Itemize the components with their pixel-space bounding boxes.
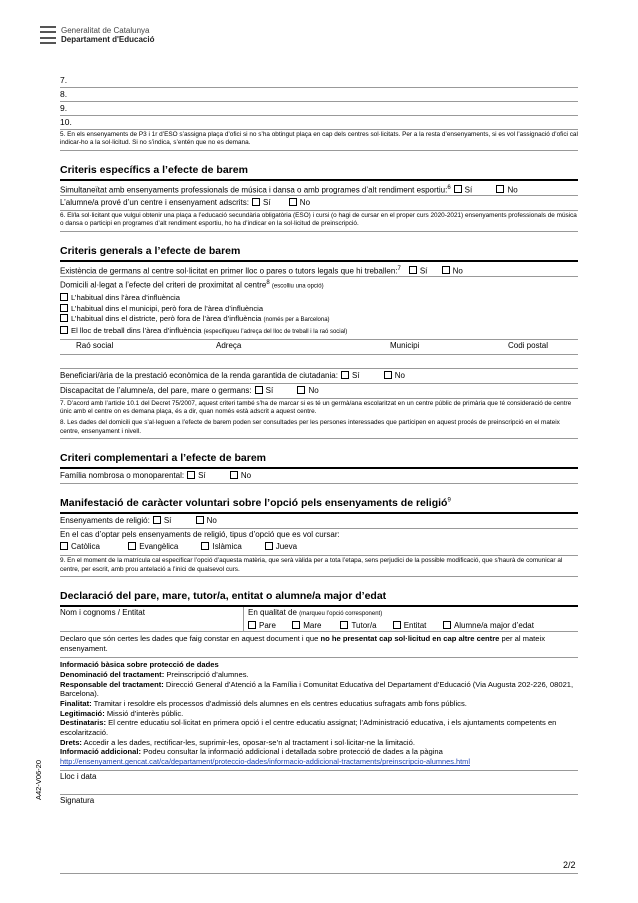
complementary-criteria-title: Criteri complementari a l’efecte de barem (60, 452, 578, 469)
simultaneity-yes-checkbox[interactable] (454, 185, 462, 193)
domicile-option-1: L’habitual dins l’àrea d’influència (60, 293, 578, 304)
option-line-8[interactable]: 8. (60, 88, 578, 102)
catholic-checkbox[interactable] (60, 542, 68, 550)
domicile-option-1-checkbox[interactable] (60, 293, 68, 301)
note-5: 5. En els ensenyaments de P3 i 1r d’ESO s’assigna plaça d’ofici si no s’ha obtingut plaça en cap dels centres sol·licitats. Per a la resta d’ensenyaments, si es vol l’assignació d’ofici cal indicar-ho a la sol·licitud. Si no s’indica, s’entén que no es demana. (60, 130, 578, 151)
header-logo (40, 26, 154, 44)
income-yes-checkbox[interactable] (341, 371, 349, 379)
role-adult-student-checkbox[interactable] (443, 621, 451, 629)
islamic-checkbox[interactable] (201, 542, 209, 550)
note-9: 9. En el moment de la matrícula cal especificar l’opció d’aquesta matèria, que serà vàlida per a tota l’etapa, sens perjudici de la possible modificació, que s’haurà de comunicar al centre, per escrit, amb prou antelació a l’inici de qualsevol curs. (60, 556, 578, 577)
large-family-no-checkbox[interactable] (230, 471, 238, 479)
domicile-option-4: El lloc de treball dins l’àrea d’influència (especifiqueu l’adreça del lloc de treball i la raó social) (60, 326, 578, 338)
col-municipality: Municipi (390, 340, 420, 350)
col-business-name: Raó social (76, 340, 114, 350)
religion-type-block: En el cas d’optar pels ensenyaments de religió, tipus d’opció que es vol cursar: Catòlica Evangèlica Islàmica Jueva (60, 529, 578, 556)
disability-row: Discapacitat de l’alumne/a, del pare, mare o germans: Sí No (60, 384, 578, 399)
option-line-7[interactable]: 7. (60, 74, 578, 88)
domicile-option-2: L’habitual dins el municipi, però fora de l’àrea d’influència (60, 304, 578, 315)
adscrit-no-checkbox[interactable] (289, 198, 297, 206)
role-mother-checkbox[interactable] (292, 621, 300, 629)
header-line2: Departament d'Educació (61, 35, 155, 44)
col-postal-code: Codi postal (508, 340, 549, 350)
specific-criteria-title: Criteris específics a l’efecte de barem (60, 164, 578, 181)
role-father-checkbox[interactable] (248, 621, 256, 629)
note-8: 8. Les dades del domicili que s’al·leguen a l’efecte de barem poden ser consultades per les persones interessades que participen en aquest procés de preinscripció en el mateix centre, ensenyament i nivell. (60, 418, 578, 439)
religion-yes-checkbox[interactable] (153, 516, 161, 524)
adscrit-row: L’alumne/a prové d’un centre i ensenyament adscrits: Sí No (60, 196, 578, 211)
disability-no-checkbox[interactable] (297, 386, 305, 394)
disability-yes-checkbox[interactable] (255, 386, 263, 394)
workplace-columns (60, 340, 578, 355)
domicile-option-2-checkbox[interactable] (60, 304, 68, 312)
domicile-option-4-checkbox[interactable] (60, 326, 68, 334)
domicile-option-3: L’habitual dins el districte, però fora de l’àrea d’influència (només per a Barcelona) (60, 314, 578, 326)
large-family-yes-checkbox[interactable] (187, 471, 195, 479)
simultaneity-row: Simultaneïtat amb ensenyaments professionals de música i dansa o amb programes d’alt rendiment esportiu:$^6$ Sí No (60, 181, 578, 196)
place-date-field[interactable]: Lloc i data (60, 771, 578, 795)
declarant-name-field[interactable]: Nom i cognoms / Entitat (60, 607, 244, 631)
domicile-block: Domicili al·legat a l’efecte del criteri de proximitat al centre$^8$ (escolliu una opció) L’habitual dins l’àrea d’influència L’habitual dins el municipi, però fora de l’àrea d’influència L’habitual dins el districte, però fora de l’àrea d’influència (només per a Barcelona) El lloc de treball dins l’àrea d’influència (especifiqueu l’adreça del lloc de treball i la raó social) (60, 277, 578, 340)
siblings-no-checkbox[interactable] (442, 266, 450, 274)
declarant-row: Nom i cognoms / Entitat En qualitat de (marqueu l’opció corresponent) Pare Mare Tutor/a Entitat Alumne/a major d’edat (60, 607, 578, 632)
siblings-yes-checkbox[interactable] (409, 266, 417, 274)
religion-no-checkbox[interactable] (196, 516, 204, 524)
large-family-row: Família nombrosa o monoparental: Sí No (60, 469, 578, 484)
siblings-row: Existència de germans al centre sol·licitat en primer lloc o pares o tutors legals que hi treballen:$^7$ Sí No (60, 262, 578, 277)
footer-rule (60, 873, 578, 874)
form-page (60, 74, 578, 815)
col-address: Adreça (216, 340, 242, 350)
option-line-10[interactable]: 10. (60, 116, 578, 130)
signature-field[interactable]: Signatura (60, 795, 95, 805)
evangelical-checkbox[interactable] (128, 542, 136, 550)
declaration-title: Declaració del pare, mare, tutor/a, entitat o alumne/a major d’edat (60, 590, 578, 607)
option-line-9[interactable]: 9. (60, 102, 578, 116)
declaration-text: Declaro que són certes les dades que faig constar en aquest document i que no he presentat cap sol·licitud en cap altre centre per al mateix ensenyament. (60, 632, 578, 658)
generalitat-stripes-icon (40, 26, 56, 44)
page-number: 2/2 (563, 860, 576, 870)
role-entity-checkbox[interactable] (393, 621, 401, 629)
religion-row: Ensenyaments de religió: Sí No (60, 514, 578, 529)
income-row: Beneficiari/ària de la prestació econòmica de la renda garantida de ciutadania: Sí No (60, 369, 578, 384)
workplace-input-row[interactable] (60, 355, 578, 369)
privacy-info: Informació bàsica sobre protecció de dades Denominació del tractament: Preinscripció d’alumnes. Responsable del tractament: Direcció General d’Atenció a la Família i Comunitat Educativa del Departament d’Educació (Via Augusta 202-226, 08021, Barcelona). Finalitat: Tramitar i resoldre els processos d’admissió dels alumnes en els centres educatius sufragats amb fons públics. Legitimació: Missió d’interès públic. Destinataris: El centre educatiu sol·licitat en primera opció i el centre educatiu assignat; l’Administració educativa, i els ajuntaments competents en escolarització. Drets: Accedir a les dades, rectificar-les, suprimir-les, oposar-se’n al tractament i sol·licitar-ne la limitació. Informació addicional: Podeu consultar la informació addicional i detallada sobre protecció de dades a la pàgina http://ensenyament.gencat.cat/ca/departament/proteccio-dades/informacio-addicional-tractaments/preinscripcio-alumnes.html (60, 658, 578, 771)
note-6: 6. El/la sol·licitant que vulgui obtenir una plaça a l’educació secundària obligatòria (ESO) i cursi (o hagi de cursar en el proper curs 2020-2021) ensenyaments professionals de música o dansa o participi en programes d’alt rendiment esportiu, ho ha d’indicar en la sol·licitud de preinscripció. (60, 211, 578, 232)
religion-title: Manifestació de caràcter voluntari sobre l’opció pels ensenyaments de religió$^9$ (60, 497, 578, 514)
jewish-checkbox[interactable] (265, 542, 273, 550)
simultaneity-no-checkbox[interactable] (496, 185, 504, 193)
privacy-link[interactable]: http://ensenyament.gencat.cat/ca/departament/proteccio-dades/informacio-addicional-tractaments/preinscripcio-alumnes.html (60, 757, 470, 767)
domicile-option-3-checkbox[interactable] (60, 314, 68, 322)
form-code: A42-V06-20 (34, 759, 43, 800)
header-line1: Generalitat de Catalunya (61, 26, 150, 35)
role-tutor-checkbox[interactable] (340, 621, 348, 629)
income-no-checkbox[interactable] (384, 371, 392, 379)
note-7: 7. D’acord amb l’article 10.1 del Decret 75/2007, aquest criteri també s’ha de marcar si es té un germà/ana escolaritzat en un centre públic de primària que té consideració de centre únic amb el centre on es demana plaça, és a dir, quan només està adscrit a aquest centre. (60, 399, 572, 416)
general-criteria-title: Criteris generals a l’efecte de barem (60, 245, 578, 262)
adscrit-yes-checkbox[interactable] (252, 198, 260, 206)
